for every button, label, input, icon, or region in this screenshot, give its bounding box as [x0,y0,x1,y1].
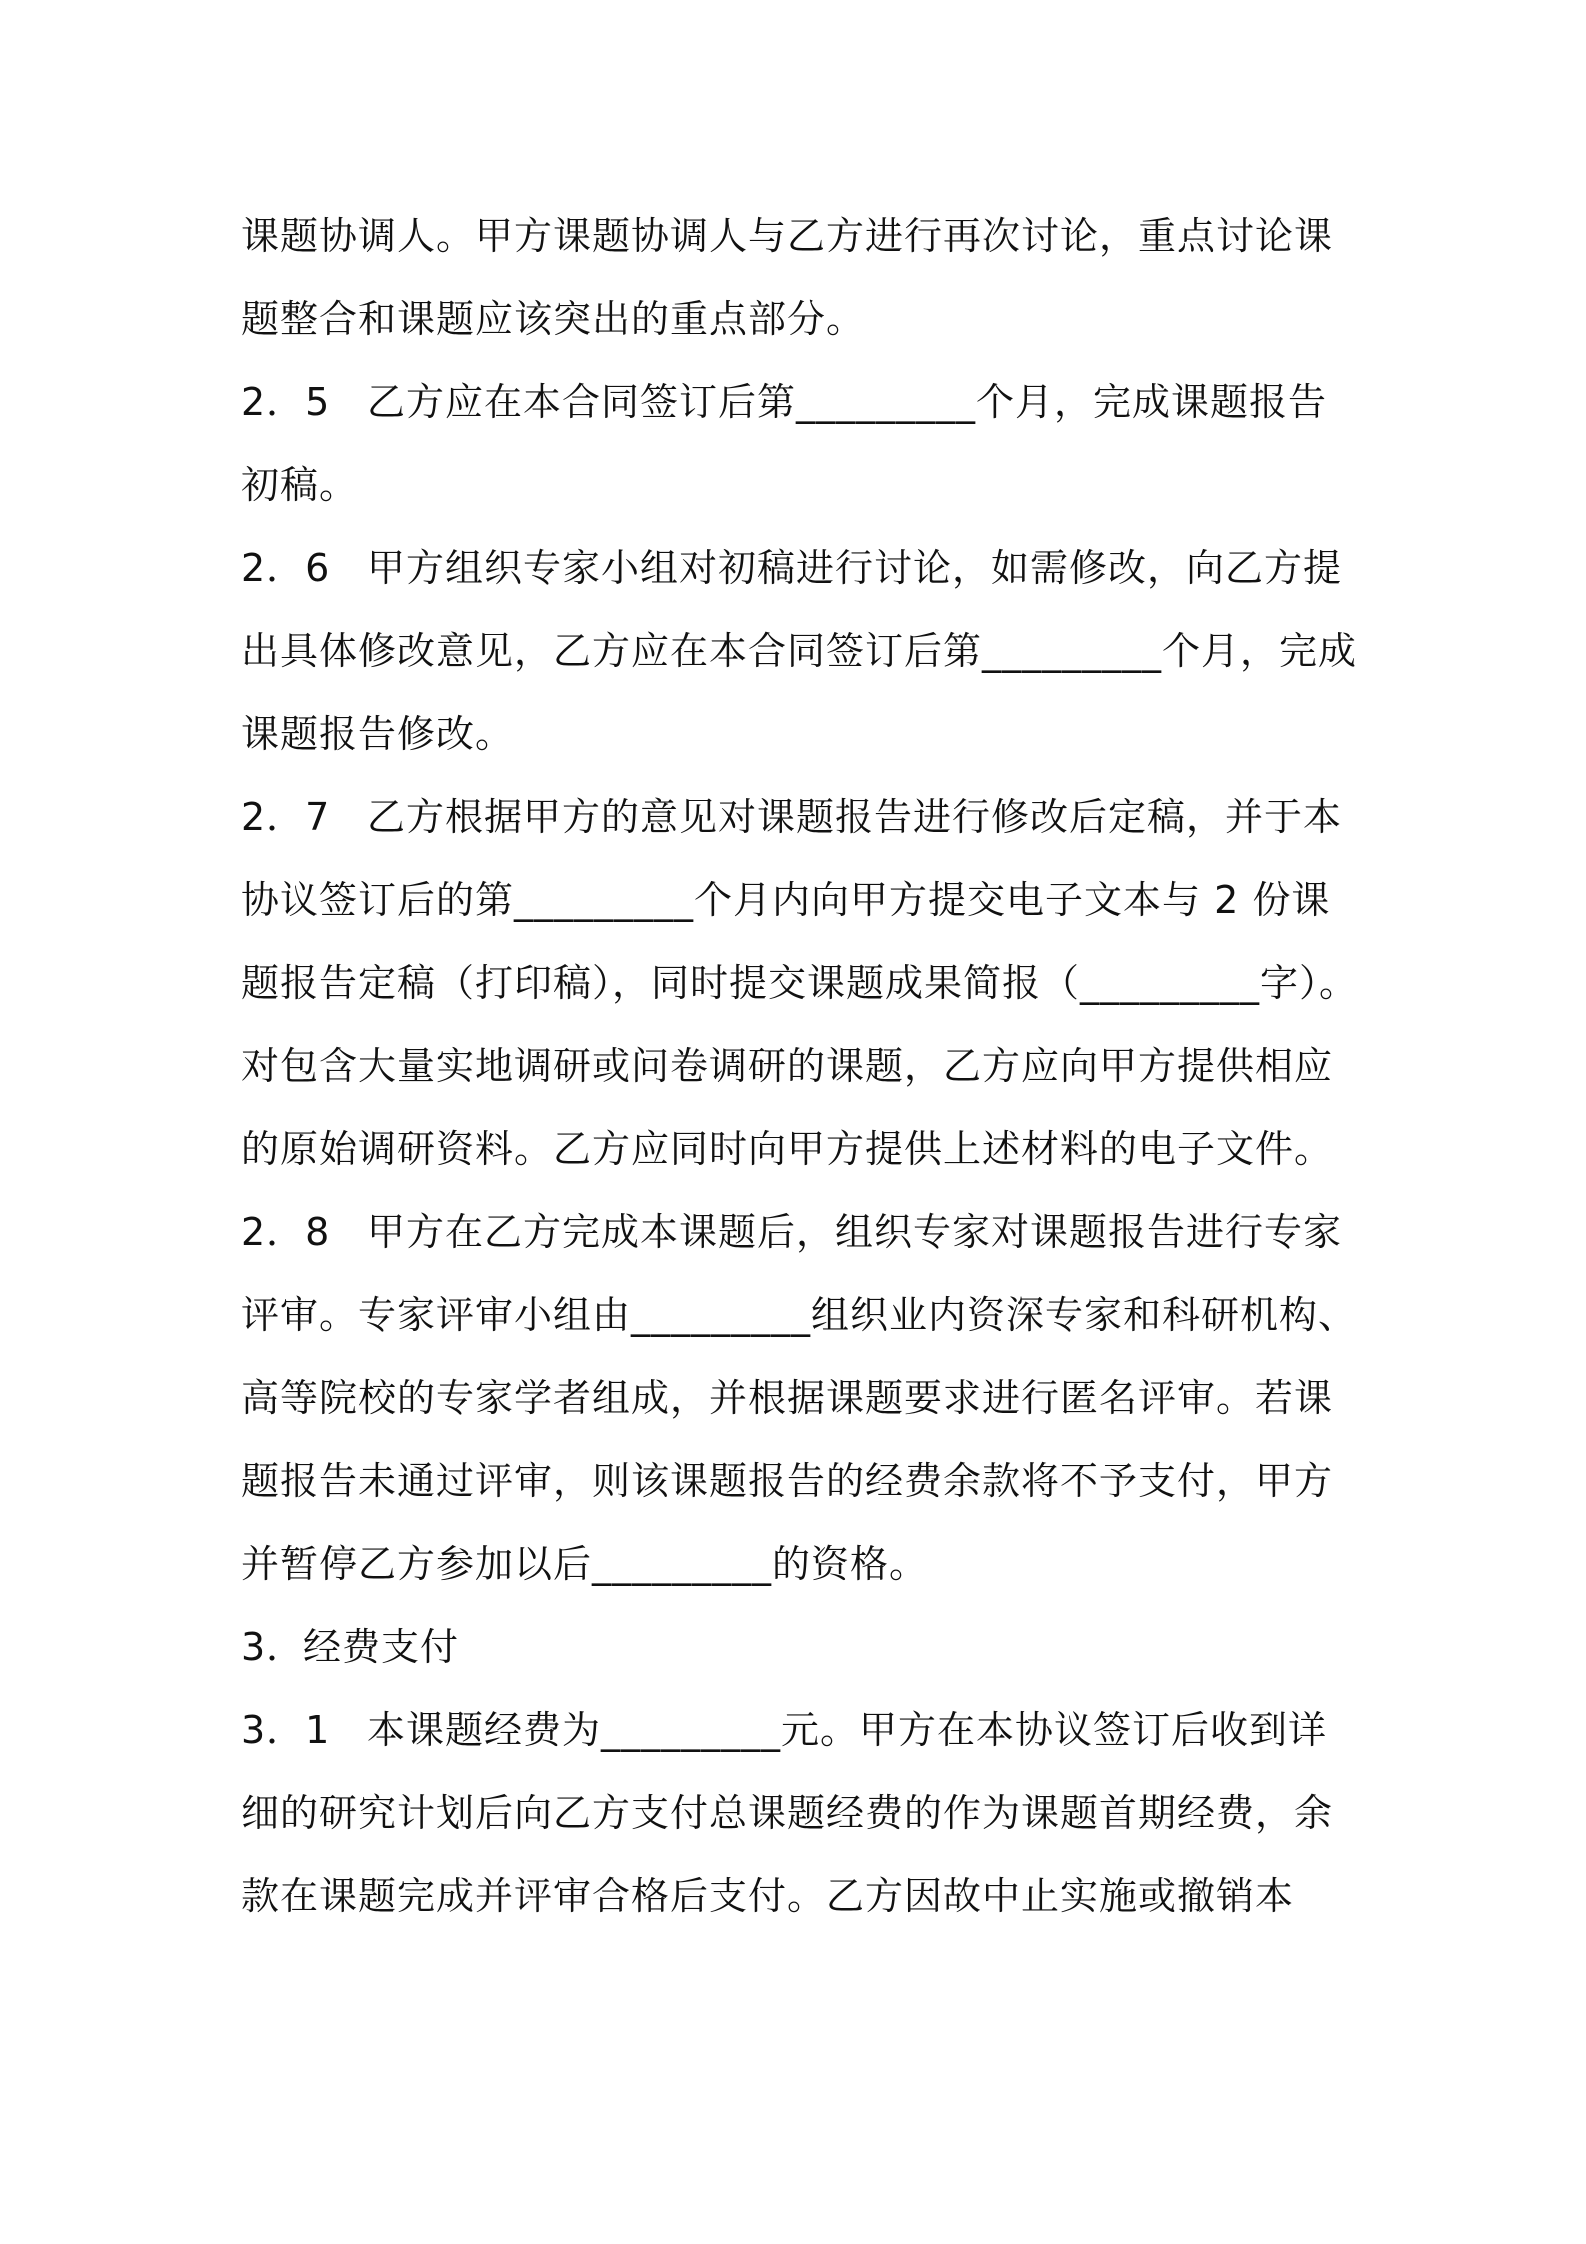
clause-3-1 [241,1689,1361,1938]
clause-number: 2．5 [241,380,331,424]
section-3-heading [241,1606,1361,1689]
paragraph-text: 课题协调人。甲方课题协调人与乙方进行再次讨论，重点讨论课题整合和课题应该突出的重点部分。 [241,214,1334,341]
clause-number: 2．8 [241,1210,331,1254]
clause-number: 2．6 [241,546,331,590]
clause-2-6 [241,527,1361,776]
paragraph-continuation [241,195,1361,361]
clause-text: 甲方在乙方完成本课题后，组织专家对课题报告进行专家评审。专家评审小组由_________组织业内资深专家和科研机构、高等院校的专家学者组成，并根据课题要求进行匿名评审。若课题报告未通过评审，则该课题报告的经费余款将不予支付，甲方并暂停乙方参加以后_________的资格。 [241,1210,1358,1586]
section-title: 经费支付 [303,1625,460,1669]
clause-2-5 [241,361,1361,527]
clause-text: 乙方应在本合同签订后第_________个月，完成课题报告初稿。 [241,380,1328,507]
clause-2-8 [241,1191,1361,1606]
clause-text: 乙方根据甲方的意见对课题报告进行修改后定稿，并于本协议签订后的第_________个月内向甲方提交电子文本与 2 份课题报告定稿（打印稿），同时提交课题成果简报（_________字）。对包含大量实地调研或问卷调研的课题，乙方应向甲方提供相应的原始调研资料。乙方应同时向甲方提供上述材料的电子文件。 [241,795,1359,1171]
clause-text: 本课题经费为_________元。甲方在本协议签订后收到详细的研究计划后向乙方支付总课题经费的作为课题首期经费，余款在课题完成并评审合格后支付。乙方因故中止实施或撤销本 [241,1708,1334,1918]
clause-text: 甲方组织专家小组对初稿进行讨论，如需修改，向乙方提出具体修改意见，乙方应在本合同签订后第_________个月，完成课题报告修改。 [241,546,1358,756]
clause-number: 2．7 [241,795,331,839]
document-body [241,195,1361,1938]
clause-2-7 [241,776,1361,1191]
section-number: 3． [241,1625,306,1669]
clause-number: 3．1 [241,1708,331,1752]
